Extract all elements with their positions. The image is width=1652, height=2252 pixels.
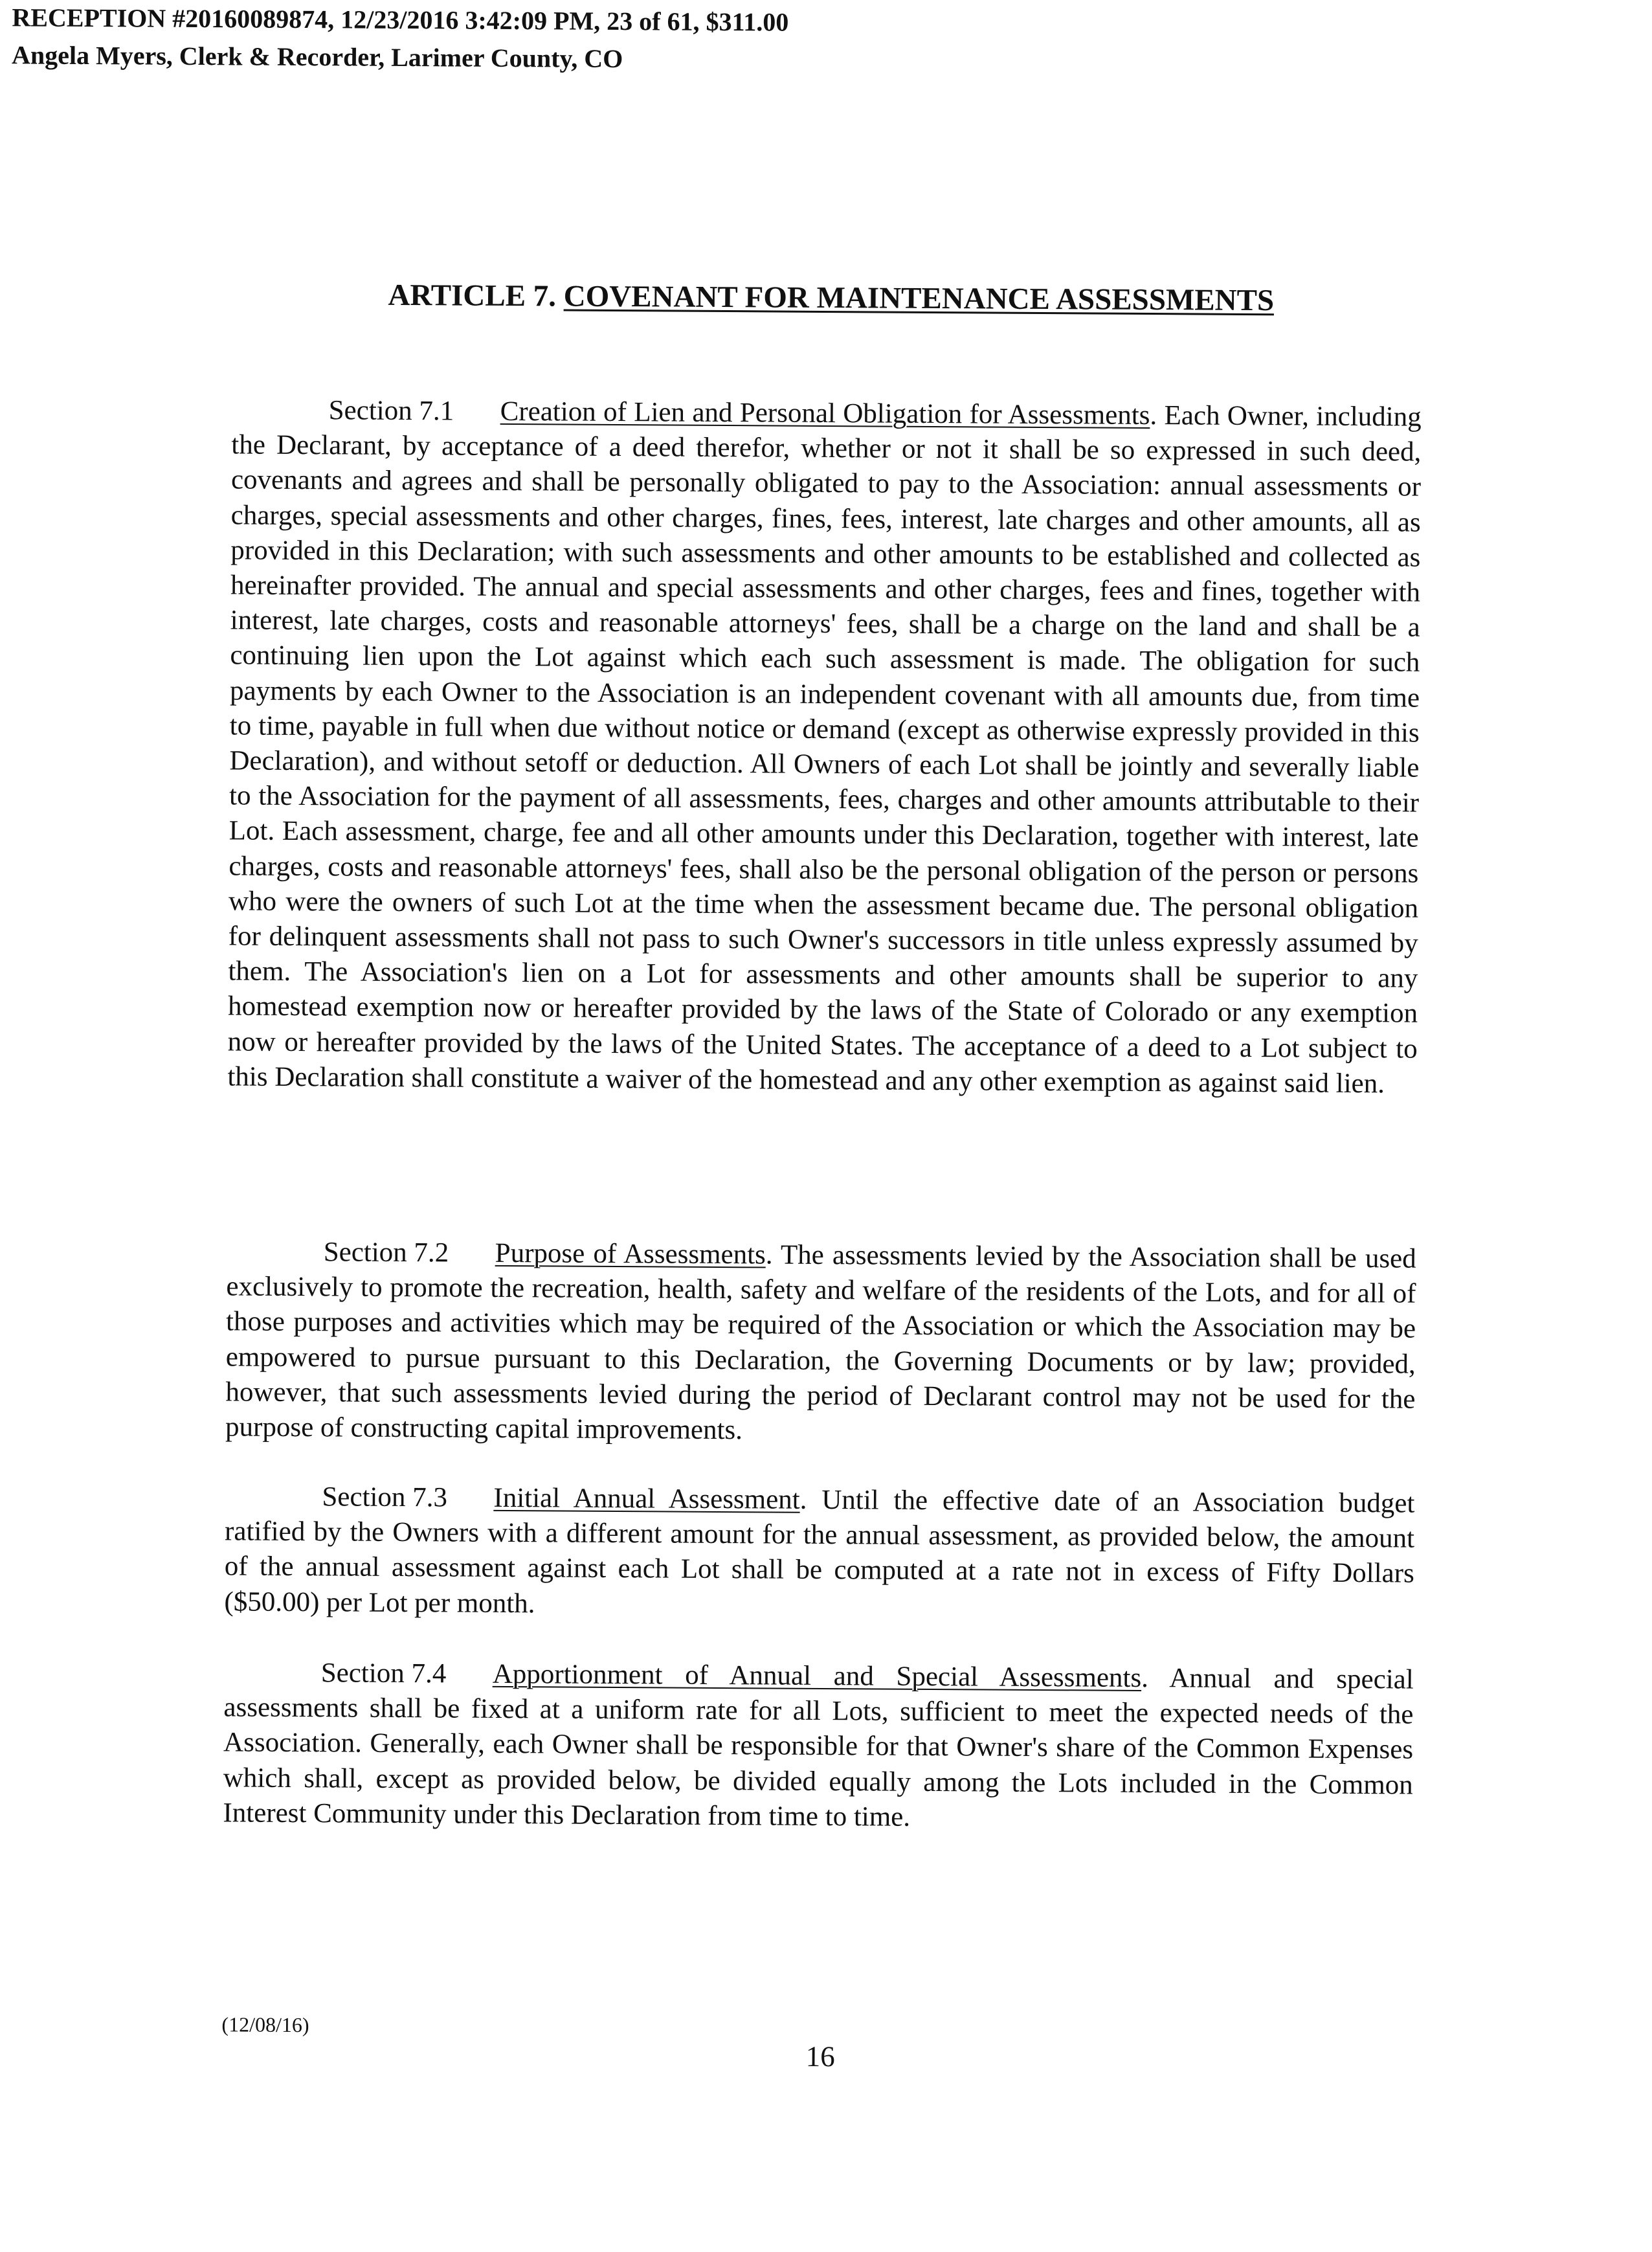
section-text: . Each Owner, including the Declarant, by acceptance of a deed therefor, whether or not it shall be so expressed in such deed, covenants and agrees and shall be personally obligated to pay to the Association: annual assessments or charges, special assessments and other charges, fines, fees, interest, late charges and other amounts, all as provided in this Declaration; with such assessments and other amounts to be established and collected as hereinafter provided. The annual and special assessments and other charges, fees and fines, together with interest, late charges, costs and reasonable attorneys' fees, shall be a charge on the land and shall be a continuing lien upon the Lot against which each such assessment is made. The obligation for such payments by each Owner to the Association is an independent covenant with all amounts due, from time to time, payable in full when due without notice or demand (except as otherwise expressly provided in this Declaration), and without setoff or deduction. All Owners of each Lot shall be jointly and severally liable to the Association for the payment of all assessments, fees, charges and other amounts attributable to their Lot. Each assessment, charge, fee and all other amounts under this Declaration, together with interest, late charges, costs and reasonable attorneys' fees, shall also be the personal obligation of the person or persons who were the owners of such Lot at the time when the assessment became due. The personal obligation for delinquent assessments shall not pass to such Owner's successors in title unless expressly assumed by them. The Association's lien on a Lot for assessments and other amounts shall be superior to any homestead exemption now or hereafter provided by the laws of the State of Colorado or any exemption now or hereafter provided by the laws of the United States. The acceptance of a deed to a Lot subject to this Declaration shall constitute a waiver of the homestead and any other exemption as against said lien. — [227, 400, 1422, 1099]
section-7-1 — [227, 392, 1422, 1101]
section-7-4 — [223, 1655, 1414, 1838]
page-number: 16 — [805, 2040, 835, 2073]
section-title: Initial Annual Assessment — [493, 1482, 800, 1515]
recording-stamp-line2: Angela Myers, Clerk & Recorder, Larimer County, CO — [11, 40, 623, 74]
article-heading — [5, 272, 1652, 324]
section-number: Section 7.2 — [323, 1237, 449, 1268]
footer-date-code: (12/08/16) — [221, 2012, 309, 2037]
section-title: Purpose of Assessments — [495, 1237, 766, 1270]
section-text: . Annual and special assessments shall be fixed at a uniform rate for all Lots, sufficient to meet the expected needs of the Association. Generally, each Owner shall be responsible for that Owner's share of the Common Expenses which shall, except as provided below, be divided equally among the Lots included in the Common Interest Community under this Declaration from time to time. — [223, 1662, 1414, 1832]
section-text: . The assessments levied by the Association shall be used exclusively to promote the recreation, health, safety and welfare of the residents of the Lots, and for all of those purposes and activities which may be required of the Association or which the Association may be empowered to pursue pursuant to this Declaration, the Governing Documents or by law; provided, however, that such assessments levied during the period of Declarant control may not be used for the purpose of constructing capital improvements. — [225, 1239, 1416, 1446]
article-title: COVENANT FOR MAINTENANCE ASSESSMENTS — [563, 279, 1275, 318]
section-title: Creation of Lien and Personal Obligation for Assessments — [500, 396, 1150, 431]
section-7-3 — [224, 1479, 1414, 1627]
section-7-2 — [225, 1234, 1416, 1452]
section-title: Apportionment of Annual and Special Assessments — [492, 1658, 1142, 1693]
section-number: Section 7.1 — [328, 395, 454, 427]
recording-stamp — [12, 0, 789, 79]
article-number: ARTICLE 7. — [388, 278, 557, 313]
section-text: . Until the effective date of an Association budget ratified by the Owners with a different amount for the annual assessment, as provided below, the amount of the annual assessment against each Lot shall be computed at a rate not in excess of Fifty Dollars ($50.00) per Lot per month. — [224, 1484, 1415, 1619]
section-number: Section 7.3 — [322, 1481, 448, 1513]
recording-stamp-line1: RECEPTION #20160089874, 12/23/2016 3:42:09 PM, 23 of 61, $311.00 — [12, 3, 789, 37]
section-number: Section 7.4 — [320, 1658, 447, 1689]
